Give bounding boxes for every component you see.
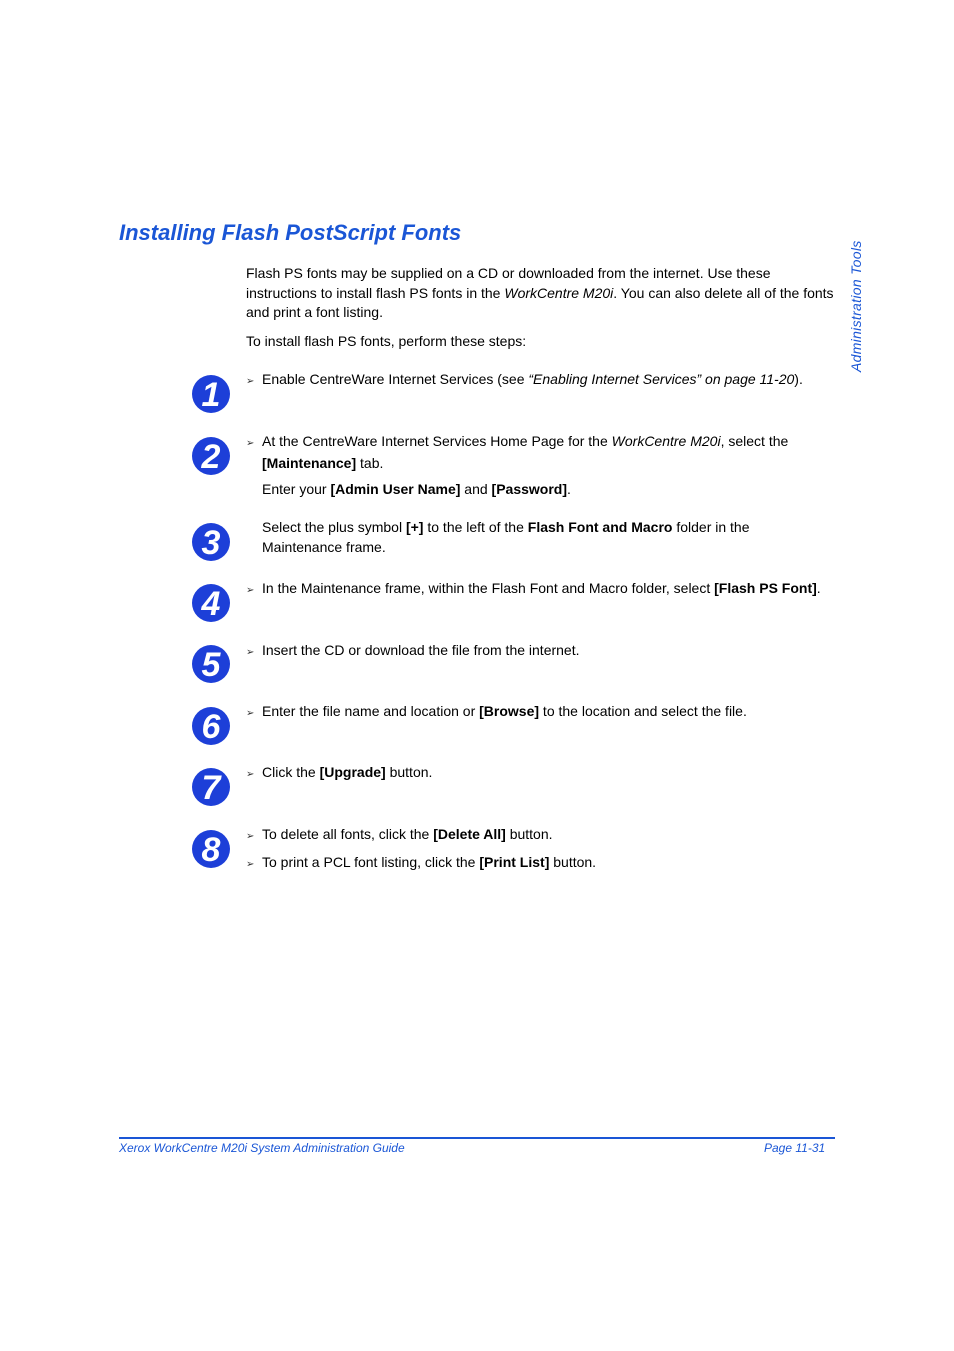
step-5-badge: [190, 643, 232, 685]
step-6-number: 6: [201, 708, 221, 746]
step-4-badge: [190, 582, 232, 624]
section-title: Installing Flash PostScript Fonts: [119, 220, 462, 245]
step-6-text: ➢ Enter the file name and location or [Browse] to the location and select the file.: [246, 702, 846, 724]
arrow-bullet-icon: ➢: [246, 769, 255, 780]
step-7-badge: [190, 766, 232, 808]
step-1-text: ➢ Enable CentreWare Internet Services (see “Enabling Internet Services” on page 11-20).: [246, 370, 846, 392]
step-2-text: ➢ At the CentreWare Internet Services Home Page for the WorkCentre M20i, select the [Maintenance] tab.: [246, 433, 789, 471]
step-5-number: 5: [201, 646, 221, 684]
footer-page-number: Page 11-31: [764, 1141, 826, 1155]
side-tab-label: Administration Tools: [848, 240, 864, 372]
step-4-text: ➢ In the Maintenance frame, within the Flash Font and Macro folder, select [Flash PS Font].: [246, 579, 846, 601]
step-6-badge: [190, 705, 232, 747]
step-8-text-print: ➢ To print a PCL font listing, click the [Print List] button.: [246, 853, 846, 875]
intro-paragraph: Flash PS fonts may be supplied on a CD or downloaded from the internet. Use these instructions to install flash PS fonts in the WorkCentre M20i. You can also delete all of the fonts and print a font listing.: [246, 265, 834, 320]
arrow-bullet-icon: ➢: [246, 376, 255, 387]
step-2-subtext: Enter your [Admin User Name] and [Password].: [262, 481, 571, 497]
footer-guide-title: Xerox WorkCentre M20i System Administration Guide: [119, 1141, 405, 1155]
step-2-number: 2: [201, 438, 221, 476]
arrow-bullet-icon: ➢: [246, 585, 255, 596]
arrow-bullet-icon: ➢: [246, 831, 255, 842]
side-tab: [846, 226, 866, 372]
step-3-number: 3: [201, 524, 221, 562]
intro-instruction: To install flash PS fonts, perform these steps:: [246, 333, 527, 349]
step-8-text-delete: ➢ To delete all fonts, click the [Delete All] button.: [246, 825, 846, 847]
arrow-bullet-icon: ➢: [246, 859, 255, 870]
step-1-badge: [190, 373, 232, 415]
step-8-number: 8: [201, 831, 221, 869]
step-2-badge: [190, 435, 232, 477]
step-7-text: ➢ Click the [Upgrade] button.: [246, 763, 846, 785]
step-5-text: ➢ Insert the CD or download the file from the internet.: [246, 641, 846, 663]
step-7-number: 7: [201, 769, 221, 807]
step-4-number: 4: [201, 585, 221, 623]
step-1-number: 1: [201, 376, 221, 414]
arrow-bullet-icon: ➢: [246, 647, 255, 658]
step-3-text: Select the plus symbol [+] to the left of the Flash Font and Macro folder in the Maintenance frame.: [262, 519, 750, 555]
arrow-bullet-icon: ➢: [246, 438, 255, 449]
step-3-badge: [190, 521, 232, 563]
cross-reference-link[interactable]: “Enabling Internet Services” on page 11-20: [528, 371, 795, 387]
arrow-bullet-icon: ➢: [246, 708, 255, 719]
step-8-badge: [190, 828, 232, 870]
